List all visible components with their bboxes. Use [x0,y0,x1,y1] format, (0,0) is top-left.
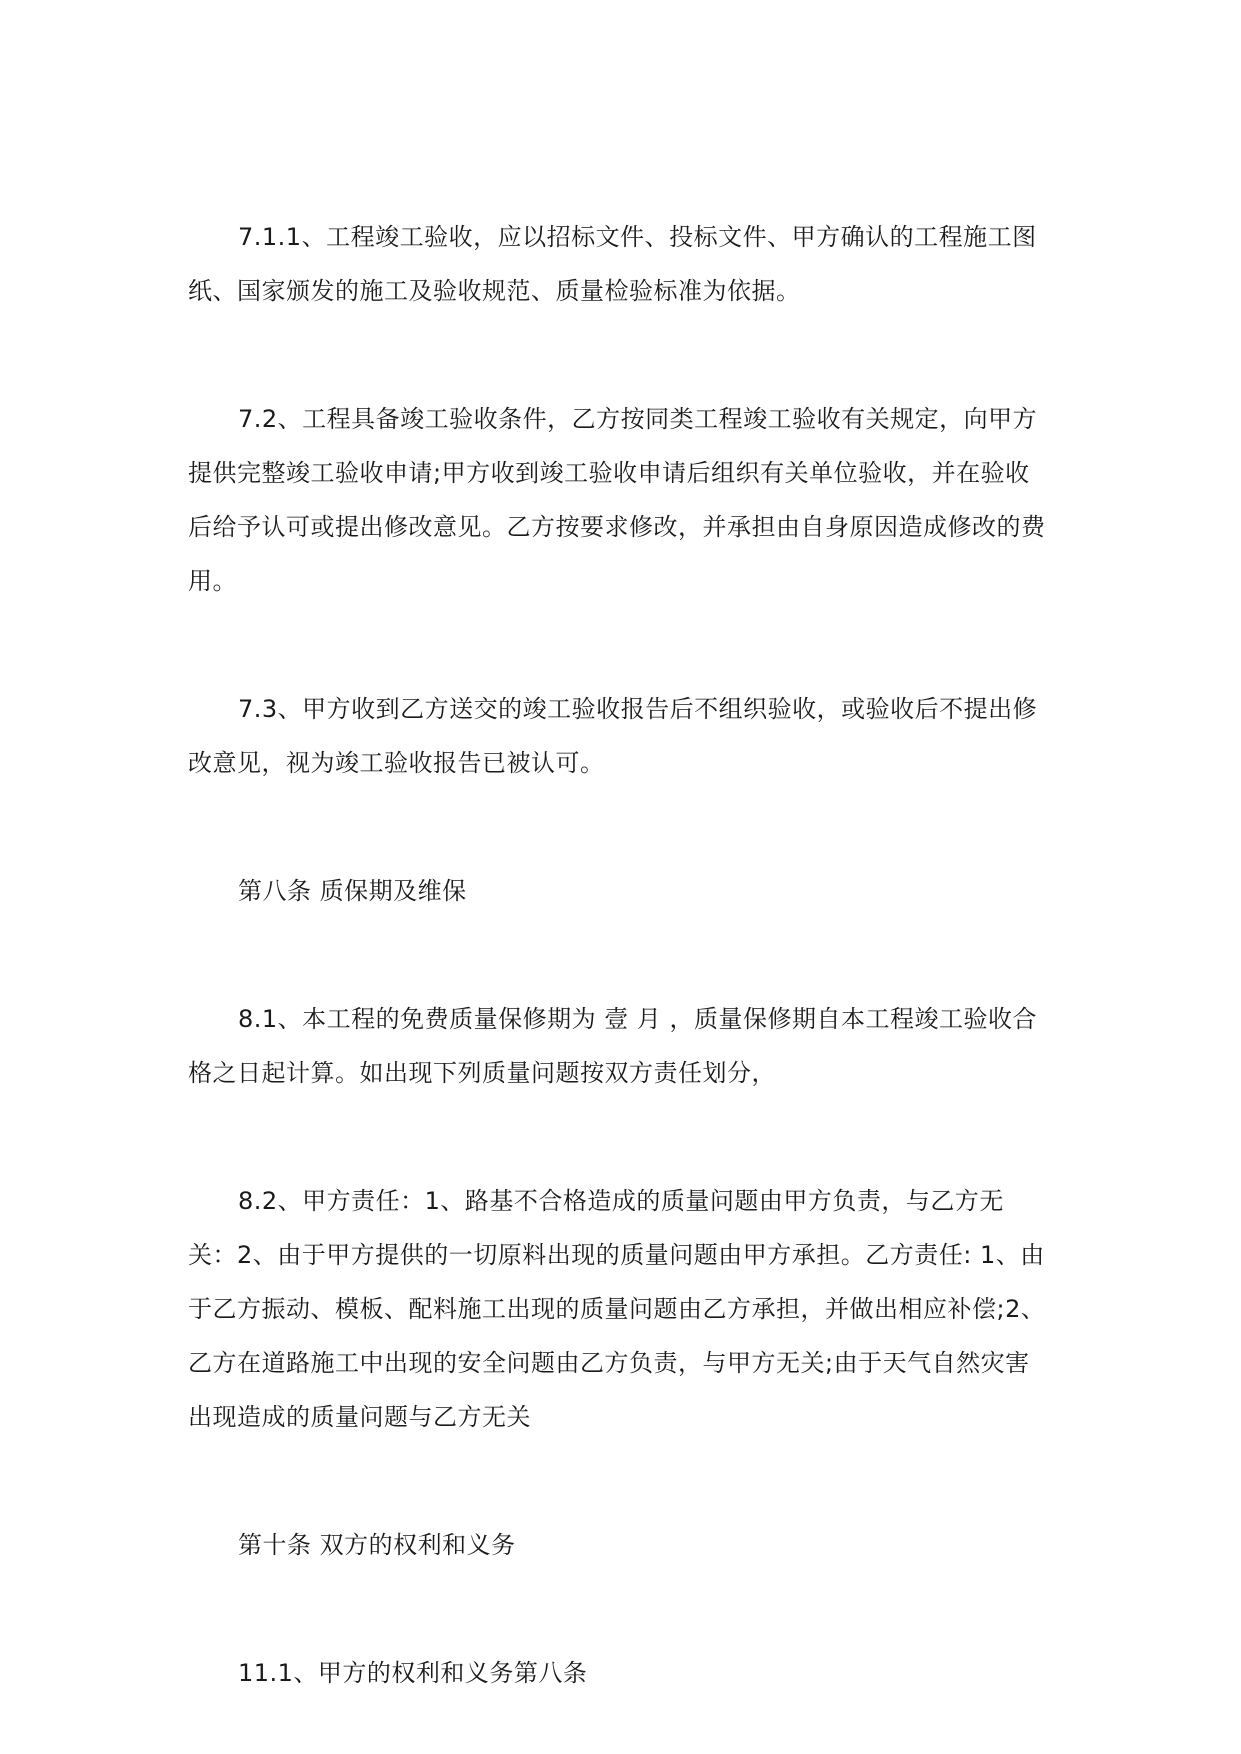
clause-7-3: 7.3、甲方收到乙方送交的竣工验收报告后不组织验收，或验收后不提出修改意见，视为竣工验收报告已被认可。 [188,695,1038,777]
document-body [188,210,1048,1700]
clause-11-1: 11.1、甲方的权利和义务第八条 [238,1659,588,1687]
article-10-heading: 第十条 双方的权利和义务 [238,1531,516,1559]
clause-7-2: 7.2、工程具备竣工验收条件，乙方按同类工程竣工验收有关规定，向甲方提供完整竣工验收申请;甲方收到竣工验收申请后组织有关单位验收，并在验收后给予认可或提出修改意见。乙方按要求修改，并承担由自身原因造成修改的费用。 [188,405,1046,595]
clause-8-1: 8.1、本工程的免费质量保修期为 壹 月 ，质量保修期自本工程竣工验收合格之日起计算。如出现下列质量问题按双方责任划分， [188,1005,1038,1087]
article-8-heading: 第八条 质保期及维保 [238,877,467,905]
clause-7-1-1: 7.1.1、工程竣工验收，应以招标文件、投标文件、甲方确认的工程施工图纸、国家颁发的施工及验收规范、质量检验标准为依据。 [188,223,1037,305]
clause-8-2: 8.2、甲方责任：1、路基不合格造成的质量问题由甲方负责，与乙方无关：2、由于甲方提供的一切原料出现的质量问题由甲方承担。乙方责任: 1、由于乙方振动、模板、配料施工出现的质量问题由乙方承担，并做出相应补偿;2、乙方在道路施工中出现的安全问题由乙方负责，与甲方无关;由于天气自然灾害出现造成的质量问题与乙方无关 [188,1187,1046,1431]
